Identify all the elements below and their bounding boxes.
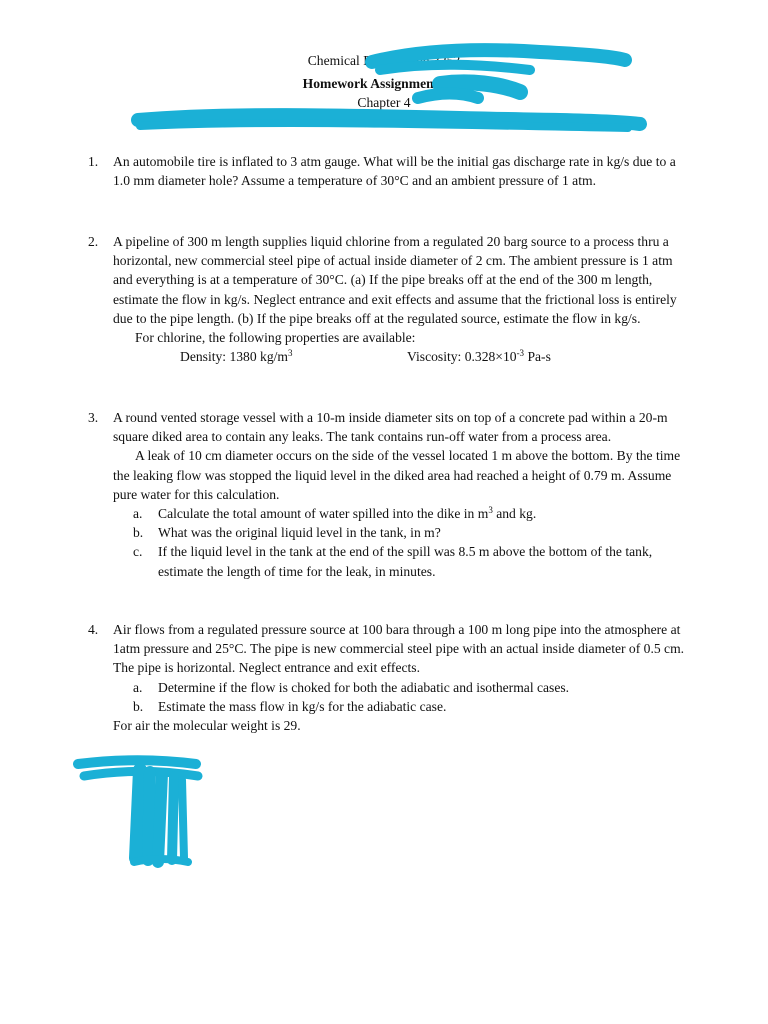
question-text: Air flows from a regulated pressure source at 100 bara through a 100 m long pipe into the atmosphere at 1atm pressure and 25°C. The pipe is new commercial steel pipe with an actual inside diameter of 0.5 cm. The pipe is horizontal. Neglect entrance and exit effects.: [113, 622, 685, 676]
subquestion-b: b. Estimate the mass flow in kg/s for the adiabatic case.: [133, 698, 447, 714]
subquestion-a: a. Determine if the flow is choked for both the adiabatic and isothermal cases.: [133, 679, 570, 695]
subquestion-b: b. What was the original liquid level in the tank, in m?: [133, 525, 441, 541]
question-3: [88, 408, 688, 581]
footer-redaction: [78, 760, 198, 862]
chapter-title: Chapter 4: [357, 95, 411, 110]
subquestion-c: c. If the liquid level in the tank at the end of the spill was 8.5 m above the bottom of the tank, estimate the length of time for the leak, in minutes.: [133, 544, 653, 579]
air-molecular-weight-note: For air the molecular weight is 29.: [113, 718, 301, 734]
question-text-continued: A leak of 10 cm diameter occurs on the side of the vessel located 1 m above the bottom. By the time the leaking flow was stopped the liquid level in the diked area had reached a height of 0.79 m. Assume pure water for this calculation.: [113, 448, 681, 502]
question-text: A pipeline of 300 m length supplies liquid chlorine from a regulated 20 barg source to a process thru a horizontal, new commercial steel pipe of actual inside diameter of 2 cm. The ambient pressure is 1 atm and everything is at a temperature of 30°C. (a) If the pipe breaks off at the end of the 300 m length, estimate the flow in kg/s. Neglect entrance and exit effects and assume that the frictional loss is entirely due to the pipe length. (b) If the pipe breaks off at the regulated source, estimate the flow in kg/s.: [113, 234, 677, 326]
viscosity-value: Viscosity: $0.328\times 10^{-3}$ Pa-s: [407, 348, 551, 365]
question-number: 1.: [88, 154, 99, 169]
question-number: 3.: [88, 410, 99, 425]
assignment-title: Homework Assignment #3 –: [302, 76, 466, 91]
density-value: Density: 1380 $kg/m^3$: [180, 348, 293, 365]
question-2: [88, 232, 688, 366]
question-number: 4.: [88, 622, 99, 637]
chlorine-properties: [113, 347, 688, 366]
question-1: [88, 152, 688, 190]
question-4: [88, 620, 688, 735]
question-number: 2.: [88, 234, 99, 249]
question-text: An automobile tire is inflated to 3 atm gauge. What will be the initial gas discharge rate in kg/s due to a 1.0 mm diameter hole? Assume a temperature of 30°C and an ambient pressure of 1 atm.: [113, 154, 676, 189]
properties-intro: For chlorine, the following properties are available:: [135, 330, 416, 346]
course-title: Chemical Engineering 3253: [307, 53, 461, 68]
subquestion-a: a. Calculate the total amount of water spilled into the dike in $m^3$ and kg.: [133, 505, 537, 522]
question-text: A round vented storage vessel with a 10-m inside diameter sits on top of a concrete pad within a 20-m square diked area to contain any leaks. The tank contains run-off water from a process area.: [113, 410, 668, 445]
